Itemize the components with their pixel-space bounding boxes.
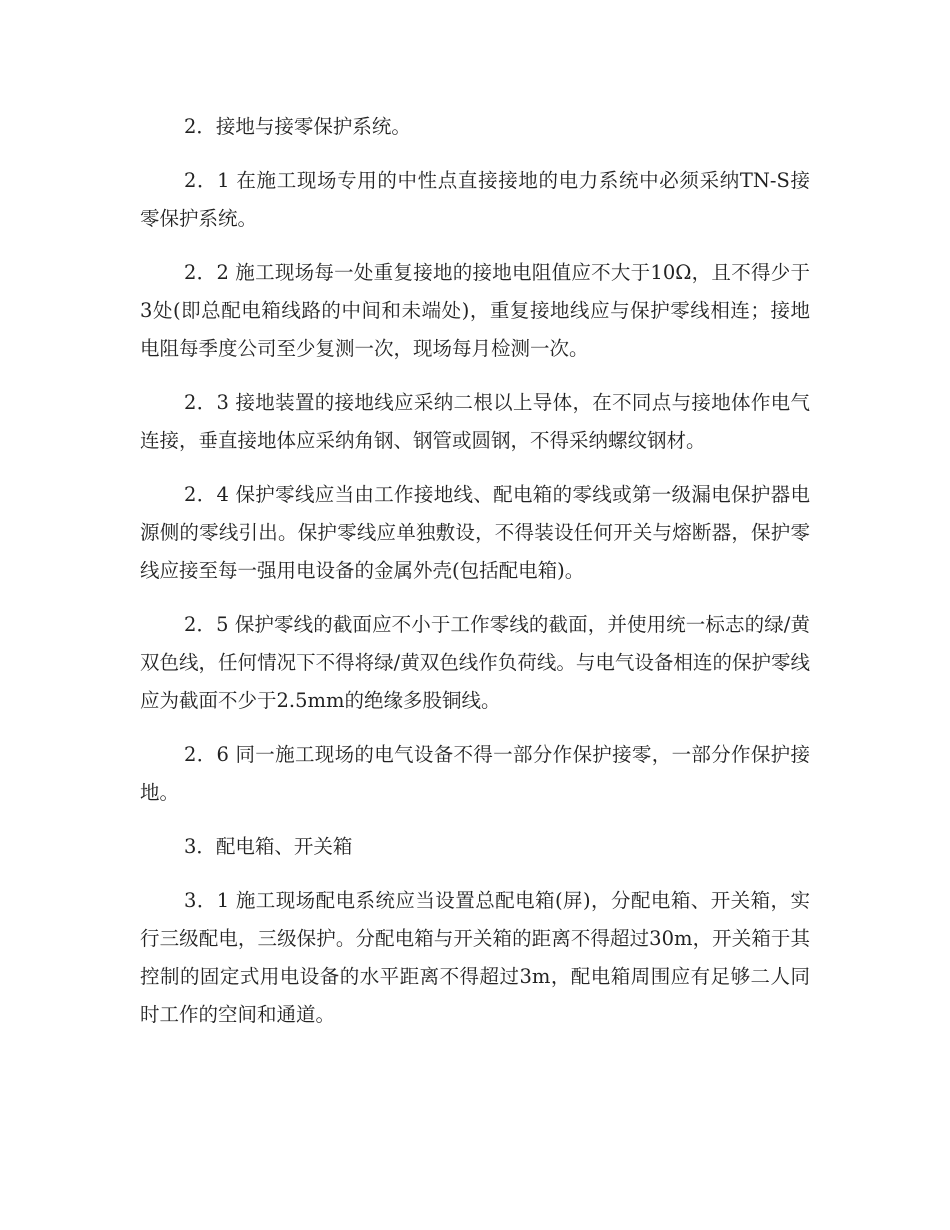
section-heading-distribution-box: 3．配电箱、开关箱 <box>184 835 353 858</box>
clause-2-5: 2．5 保护零线的截面应不小于工作零线的截面，并使用统一标志的绿/黄双色线，任何情况下不得将绿/黄双色线作负荷线。与电气设备相连的保护零线应为截面不少于2.5mm的绝缘多股铜线。 <box>140 613 810 712</box>
document-body <box>140 108 810 1050</box>
clause-2-1: 2．1 在施工现场专用的中性点直接接地的电力系统中必须采纳TN-S接零保护系统。 <box>140 169 810 230</box>
clause-2-4: 2．4 保护零线应当由工作接地线、配电箱的零线或第一级漏电保护器电源侧的零线引出。保护零线应单独敷设，不得装设任何开关与熔断器，保护零线应接至每一强用电设备的金属外壳(包括配电箱)。 <box>140 483 810 582</box>
clause-2-2: 2．2 施工现场每一处重复接地的接地电阻值应不大于10Ω，且不得少于3处(即总配电箱线路的中间和未端处)，重复接地线应与保护零线相连；接地电阻每季度公司至少复测一次，现场每月检测一次。 <box>140 261 810 360</box>
clause-3-1: 3．1 施工现场配电系统应当设置总配电箱(屏)，分配电箱、开关箱，实行三级配电，三级保护。分配电箱与开关箱的距离不得超过30m，开关箱于其控制的固定式用电设备的水平距离不得超过3m，配电箱周围应有足够二人同时工作的空间和通道。 <box>140 889 810 1026</box>
clause-2-6: 2．6 同一施工现场的电气设备不得一部分作保护接零，一部分作保护接地。 <box>140 743 810 804</box>
clause-2-3: 2．3 接地装置的接地线应采纳二根以上导体，在不同点与接地体作电气连接，垂直接地体应采纳角钢、钢管或圆钢，不得采纳螺纹钢材。 <box>140 391 810 452</box>
section-heading-grounding: 2．接地与接零保护系统。 <box>184 115 411 138</box>
